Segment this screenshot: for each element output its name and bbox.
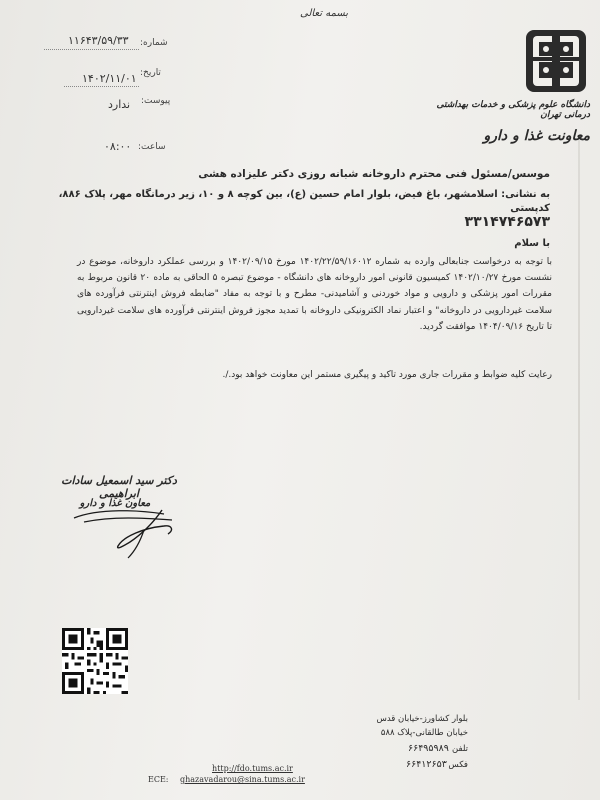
date-line [64,86,139,87]
tums-emblem-icon [524,28,588,100]
time-label: ساعت: [138,142,166,152]
time-value: ۰۸:۰۰ [104,140,132,153]
footer-address-1: بلوار کشاورز-خیابان قدس [376,714,468,724]
postal-code: ۳۳۱۴۷۴۶۵۷۳ [464,214,550,230]
footer-fax-label: فکس [448,760,468,770]
footer-email-link[interactable]: ghazavadarou@sina.tums.ac.ir [180,775,305,784]
number-value: ۱۱۶۴۳/۵۹/۳۳ [68,34,129,47]
attachment-label: پیوست: [141,96,171,106]
signature-title: معاون غذا و دارو [79,498,151,509]
university-name: دانشگاه علوم پزشکی و خدمات بهداشتی درمانی تهران [436,100,590,120]
address-line: به نشانی: اسلامشهر، باغ فیض، بلوار امام حسین (ع)، بین کوچه ۸ و ۱۰، زیر درمانگاه مهر، پلاک ۸۸۶، کدپستی [58,189,550,214]
attachment-value: ندارد [108,98,131,111]
footer-fax-value: ۶۶۴۱۲۶۵۳ [406,759,447,770]
paper-crease [578,140,580,700]
salutation: با سلام [514,238,550,249]
date-value: ۱۴۰۲/۱۱/۰۱ [82,72,137,85]
signature-scribble [44,470,194,565]
footer-address-2: خیابان طالقانی-پلاک ۵۸۸ [380,728,468,738]
footer-url-link[interactable]: http://fdo.tums.ac.ir [212,764,293,773]
recipient-line: موسس/مسئول فنی محترم داروخانه شبانه روزی دکتر علیزاده هشی [198,168,550,180]
basmala: بسمه تعالی [300,8,349,19]
body-paragraph: با توجه به درخواست جنابعالی وارده به شماره ۱۴۰۲/۲۲/۵۹/۱۶۰۱۲ مورخ ۱۴۰۲/۰۹/۱۵ و بررسی عملکرد داروخانه، موضوع در نشست مورخ ۱۴۰۲/۱۰/۲۷ کمیسیون قانونی امور داروخانه های دانشگاه - موضوع تبصره ۵ الحاقی به ماده ۲۰ قانون مربوط به مقررات امور پزشکی و دارویی و مواد خوردنی و آشامیدنی- مطرح و با توجه به مفاد "ضابطه فروش اینترنتی فرآورده های سلامت غیردارویی در داروخانه" و اعتبار نماد الکترونیکی داروخانه با تمدید مجوز فروش اینترنتی فرآورده های سلامت غیردارویی تا تاریخ ۱۴۰۴/۰۹/۱۶ موافقت گردید. [77,257,552,332]
number-line [44,49,139,50]
footer-ece-label: ECE: [148,775,169,784]
signature-name: دکتر سید اسمعیل سادات ابراهیمی [61,474,177,500]
qr-code-icon [62,628,128,694]
date-label: تاریخ: [140,68,161,78]
footer-phone-label: تلفن [452,744,468,754]
closing-line: رعایت کلیه ضوابط و مقررات جاری مورد تاکید و پیگیری مستمر این معاونت خواهد بود./. [222,370,552,380]
deputy-title: معاونت غذا و دارو [483,128,590,144]
number-label: شماره: [140,38,168,48]
footer-phone-value: ۶۶۴۹۵۹۸۹ [408,743,449,754]
